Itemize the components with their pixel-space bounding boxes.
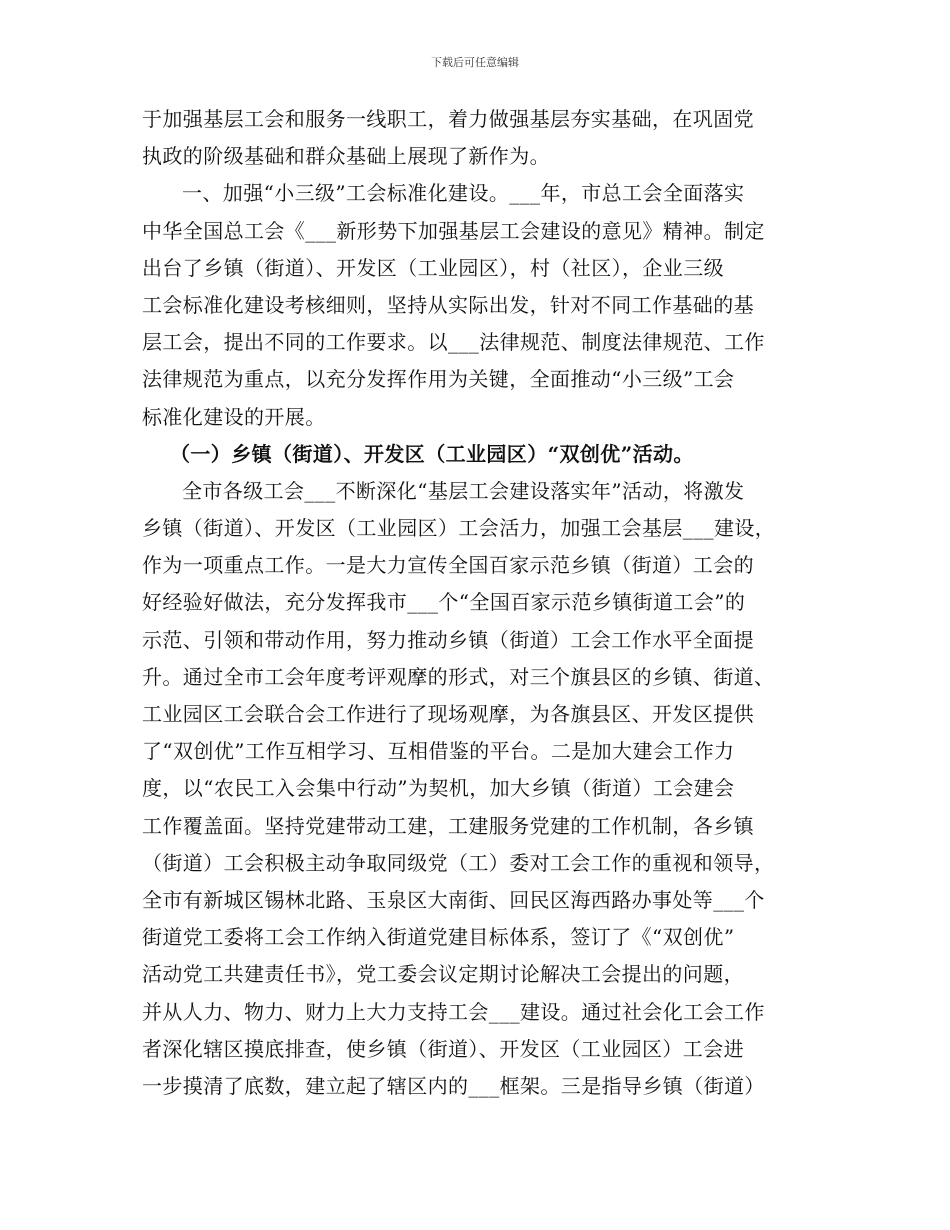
paragraph-line: 中华全国总工会《___新形势下加强基层工会建设的意见》精神。制定 bbox=[142, 218, 765, 243]
paragraph-line: 一、加强“小三级”工会标准化建设。___年，市总工会全面落实 bbox=[182, 181, 745, 206]
paragraph-line: 层工会，提出不同的工作要求。以___法律规范、制度法律规范、工作 bbox=[142, 330, 765, 355]
paragraph-line: 全市有新城区锡林北路、玉泉区大南街、回民区海西路办事处等___个 bbox=[142, 887, 765, 912]
paragraph-line: 升。通过全市工会年度考评观摩的形式，对三个旗县区的乡镇、街道、 bbox=[142, 664, 775, 689]
paragraph-line: 街道党工委将工会工作纳入街道党建目标体系，签订了《“双创优” bbox=[142, 925, 735, 950]
paragraph-line: 于加强基层工会和服务一线职工，着力做强基层夯实基础，在巩固党 bbox=[142, 107, 754, 131]
paragraph-line: 了“双创优”工作互相学习、互相借鉴的平台。二是加大建会工作力 bbox=[142, 739, 735, 764]
paragraph-line: 作为一项重点工作。一是大力宣传全国百家示范乡镇（街道）工会的 bbox=[142, 553, 754, 578]
paragraph-line: 度，以“农民工入会集中行动”为契机，加大乡镇（街道）工会建会 bbox=[142, 776, 735, 801]
paragraph-line: 工会标准化建设考核细则，坚持从实际出发，针对不同工作基础的基 bbox=[142, 292, 754, 317]
paragraph-line: 一步摸清了底数，建立起了辖区内的___框架。三是指导乡镇（街道） bbox=[142, 1073, 765, 1098]
paragraph-line: 执政的阶级基础和群众基础上展现了新作为。 bbox=[142, 144, 550, 169]
paragraph-line: 示范、引领和带动作用，努力推动乡镇（街道）工会工作水平全面提 bbox=[142, 627, 754, 652]
paragraph-line: （街道）工会积极主动争取同级党（工）委对工会工作的重视和领导， bbox=[142, 850, 775, 875]
document-body bbox=[142, 101, 822, 1105]
page-header: 下载后可任意编辑 bbox=[431, 56, 519, 69]
paragraph-line: 并从人力、物力、财力上大力支持工会___建设。通过社会化工会工作 bbox=[142, 999, 765, 1024]
paragraph-line: 者深化辖区摸底排查，使乡镇（街道）、开发区（工业园区）工会进 bbox=[142, 1036, 744, 1061]
paragraph-line: 乡镇（街道）、开发区（工业园区）工会活力，加强工会基层___建设， bbox=[142, 516, 776, 541]
paragraph-line: 标准化建设的开展。 bbox=[142, 404, 326, 429]
section-heading-line: （一）乡镇（街道）、开发区（工业园区）“双创优”活动。 bbox=[170, 441, 694, 466]
paragraph-line: 出台了乡镇（街道）、开发区（工业园区），村（社区），企业三级 bbox=[142, 255, 724, 280]
paragraph-line: 工业园区工会联合会工作进行了现场观摩，为各旗县区、开发区提供 bbox=[142, 702, 754, 726]
paragraph-line: 好经验好做法，充分发挥我市___个“全国百家示范乡镇街道工会”的 bbox=[142, 590, 746, 615]
paragraph-line: 活动党工共建责任书》，党工委会议定期讨论解决工会提出的问题， bbox=[142, 962, 744, 987]
paragraph-line: 法律规范为重点，以充分发挥作用为关键，全面推动“小三级”工会 bbox=[142, 367, 735, 392]
paragraph-line: 全市各级工会___不断深化“基层工会建设落实年”活动，将激发 bbox=[182, 478, 745, 503]
paragraph-line: 工作覆盖面。坚持党建带动工建，工建服务党建的工作机制，各乡镇 bbox=[142, 813, 754, 838]
